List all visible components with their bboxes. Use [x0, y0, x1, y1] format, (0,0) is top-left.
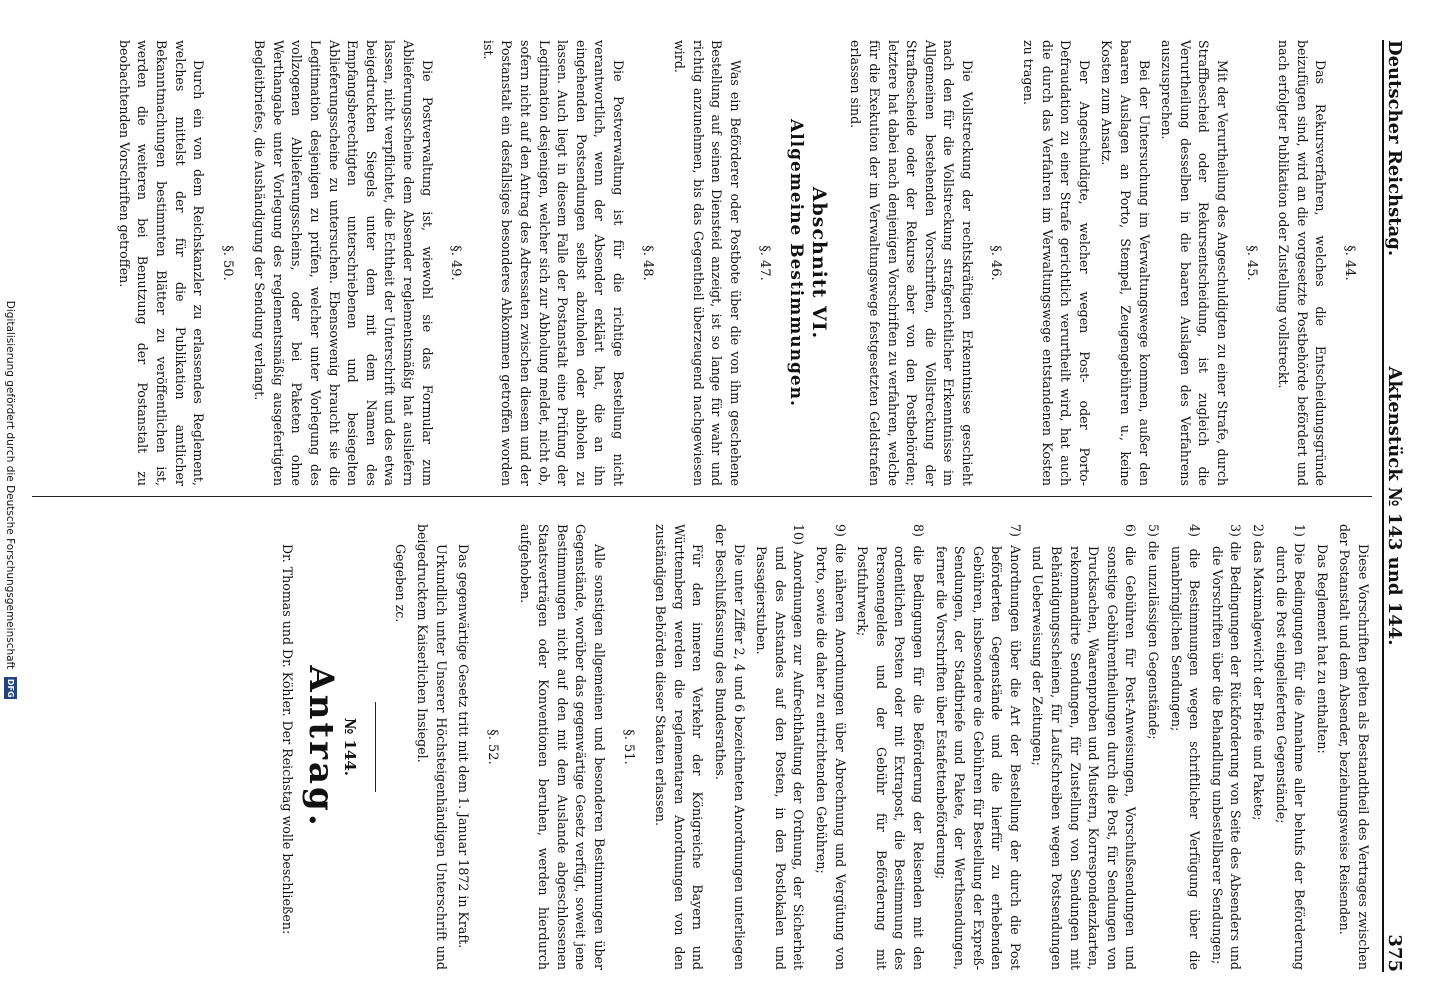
paragraph: Mit der Verurtheilung des Angeschuldigten zu einer Strafe, durch Straffbescheid oder Rekursentscheidung, ist zugleich die Verurtheilung desselben in die baaren Auslagen des Verfahrens auszusprechen. — [1159, 40, 1231, 486]
paragraph: Der Angeschuldigte, welcher wegen Post- oder Porto-Defraudation zu einer Strafe gerichtlich verurtheilt wird, hat auch die durch das Verfahren im Verwaltungswege entstandenen Kosten zu tragen. — [1021, 40, 1092, 486]
column-divider — [32, 496, 1372, 497]
list-item: 5) die unzulässigen Gegenstände; — [1146, 524, 1162, 740]
list-item: 2) das Maximalgewicht der Briefe und Pakete; — [1251, 524, 1267, 821]
digitization-footer — [4, 0, 17, 1000]
separator-rule — [375, 702, 376, 792]
paragraph: Was ein Beförderer oder Postbote über die von ihm geschehene Bestellung auf seinen Diensteid anzeigt, ist so lange für wahr und richtig anzunehmen, bis das Gegentheil überzeugend nachgewiesen wird. — [672, 40, 743, 486]
paragraph: Für den inneren Verkehr der Königreiche Bayern und Württemberg werden die reglementaren Anordnungen von den zuständigen Behörden dieser Staaten erlassen. — [653, 524, 706, 970]
section-title: §. 49. — [448, 245, 464, 281]
page-number: 375 — [1384, 934, 1405, 972]
paragraph: Das gegenwärtige Gesetz tritt mit dem 1. Januar 1872 in Kraft. — [456, 544, 472, 949]
section-title: §. 50. — [219, 245, 235, 281]
section-title: §. 52. — [485, 729, 501, 765]
footer-text: Digitalisierung gefördert durch die Deutsche Forschungsgemeinschaft — [4, 300, 17, 670]
left-column — [110, 40, 1372, 486]
paragraph: Das Rekursverfahren, welches die Entscheidungsgründe beizufügen sind, wird an die vorgesetzte Postbehörde befördert und nach erfolgter Publikation oder Zustellung vollstreckt. — [1276, 40, 1329, 486]
document-number: № 144. — [341, 717, 360, 777]
chapter-heading: Abschnitt VI. — [807, 186, 830, 340]
list-item: 7) Anordnungen über die Art der Bestellung der durch die Post beförderten Gegenstände und die hierfür zu erhebenden Gebühren, insbesondere die Gebühren für Bestellung der Expreß-Sendungen, der Stadtbriefe und Pakete, der Werthsendungen, ferner die Vorschriften über Estafettenbeförderung; — [933, 524, 1023, 970]
list-item: 8) die Bedingungen für die Beförderung der Reisenden mit den ordentlichen Posten oder mit Extrapost, die Bestimmung des Personengeldes und der Gebühr für Beförderung mit Postfuhrwerk; — [855, 524, 926, 970]
paragraph: Diese Vorschriften gelten als Bestandtheil des Vertrages zwischen der Postanstalt und dem Absender, beziehungsweise Reisenden. — [1337, 524, 1371, 970]
paragraph: Die unter Ziffer 2, 4 und 6 bezeichneten Anordnungen unterliegen der Beschlußfassung des Bundesrathes. — [713, 524, 747, 970]
list-item: 9) die näheren Anordnungen über Abrechnung und Vergütung von Porto, sowie die daher zu entrichtenden Gebühren; — [813, 524, 848, 970]
paragraph: Die Vollstreckung der rechtskräftigen Erkenntnisse geschieht nach den für die Vollstreckung strafgerichtlicher Erkenntnisse im Allgemeinen bestehenden Vorschriften, die Vollstreckung der Strafbescheide oder der Rekurse aber von den Postbehörden; letztere hat dabei nach denjenigen Vorschriften zu verfahren, welche für die Exekution der im Verwaltungswege festgesetzten Geldstrafen erlassen sind. — [848, 40, 975, 486]
paragraph: Das Reglement hat zu enthalten: — [1314, 544, 1330, 754]
section-title: §. 47. — [756, 245, 772, 281]
right-column — [273, 524, 1372, 970]
list-item: 3) die Bedingungen der Rückforderung von Seite des Absenders und die Vorschriften über die Behandlung unbestellbarer Sendungen; — [1209, 524, 1244, 970]
paragraph: Bei der Untersuchung im Verwaltungswege kommen, außer den baaren Auslagen an Porto, Stempel, Zeugengebühren u., keine Kosten zum Ansatz. — [1099, 40, 1152, 486]
paragraph: Die Postverwaltung ist, wiewohl sie das Formular zum Ablieferungsscheine dem Absender reglementsmäßig hat ausliefern lassen, nicht verpflichtet, die Echtheit der Unterschrift und des etwa beigedruckten Siegels unter dem mit dem Namen des Empfangsberechtigten unterschriebenen und besiegelten Ablieferungsscheine zu untersuchen. Ebensowenig braucht sie die Legitimation desjenigen zu prüfen, welcher unter Vorlegung des vollzogenen Ablieferungsscheins, oder bei Paketen ohne Werthangabe unter Vorlegung des reglementsmäßig ausgefertigten Begleitbriefes, die Aushändigung der Sendung verlangt. — [252, 40, 435, 486]
section-title: §. 45. — [1243, 245, 1259, 281]
header-left: Deutscher Reichstag. — [1384, 40, 1405, 257]
list-item: 4) die Bestimmungen wegen schriftlicher Verfügung über die unanbringlichen Sendungen; — [1168, 524, 1203, 970]
dfg-logo-icon: DFG — [6, 678, 15, 698]
list-item: 10) Anordnungen zur Aufrechthaltung der Ordnung, der Sicherheit und des Anstandes auf den Posten, in den Postlokalen und Passagierstuben. — [754, 524, 807, 970]
list-item: 6) die Gebühren für Post-Anweisungen, Vorschußsendungen und sonstige Gebührentheilungen durch die Post, für Sendungen von Drucksachen, Waarenproben und Mustern, Korrespondenzkarten, rekommandirte Sendungen, für Zustellung von Sendungen mit Behändigungsscheinen, für Laufschreiben wegen Postsendungen und Ueberweisung der Zeitungen; — [1030, 524, 1139, 970]
antrag-heading: Antrag. — [301, 665, 342, 829]
chapter-subheading: Allgemeine Bestimmungen. — [786, 119, 807, 407]
page-header — [1382, 40, 1418, 972]
section-title: §. 51. — [620, 729, 636, 765]
paragraph: Alle sonstigen allgemeinen und besonderen Bestimmungen über Gegenstände, worüber das gegenwärtige Gesetz verfügt, soweit jene Bestimmungen nicht auf den mit dem Auslande abgeschlossenen Staatsverträgen oder Konventionen beruhen, werden hierdurch aufgehoben. — [517, 524, 608, 970]
paragraph: Gegeben zc. — [392, 544, 408, 623]
section-title: §. 44. — [1342, 245, 1357, 281]
paragraph: Die Postverwaltung ist für die richtige Bestellung nicht verantwortlich, wenn der Absender erklärt hat, die an ihn eingehenden Postsendungen selbst abzuholen oder abholen zu lassen. Auch liegt in diesem Falle der Postanstalt eine Prüfung der Legitimation desjenigen, welcher sich zur Abholung meldet, nicht ob, sofern nicht auf den Antrag des Adressaten zwischen diesem und der Postanstalt ein desfallsiges besonderes Abkommen getroffen worden ist. — [480, 40, 626, 486]
section-title: §. 46. — [988, 245, 1004, 281]
section-title: §. 48. — [639, 245, 655, 281]
header-center: Aktenstück № 143 und 144. — [1384, 366, 1405, 646]
paragraph: Durch ein von dem Reichskanzler zu erlassendes Reglement, welches mittelst der für die Publikation amtlicher Bekanntmachungen bestimmten Blätter zu veröffentlichen ist, werden die weiteren bei Benutzung der Postanstalt zu beobachtenden Vorschriften getroffen. — [116, 40, 207, 486]
list-item: 1) Die Bedingungen für die Annahme aller behufs der Beförderung durch die Post eingelieferten Gegenstände; — [1273, 524, 1308, 970]
paragraph: Urkundlich unter Unserer Höchsteigenhändigen Unterschrift und beigedrucktem Kaiserlichen Insiegel. — [415, 524, 449, 970]
paragraph: Dr. Thomas und Dr. Köhler. Der Reichstag wolle beschließen: — [279, 544, 295, 935]
